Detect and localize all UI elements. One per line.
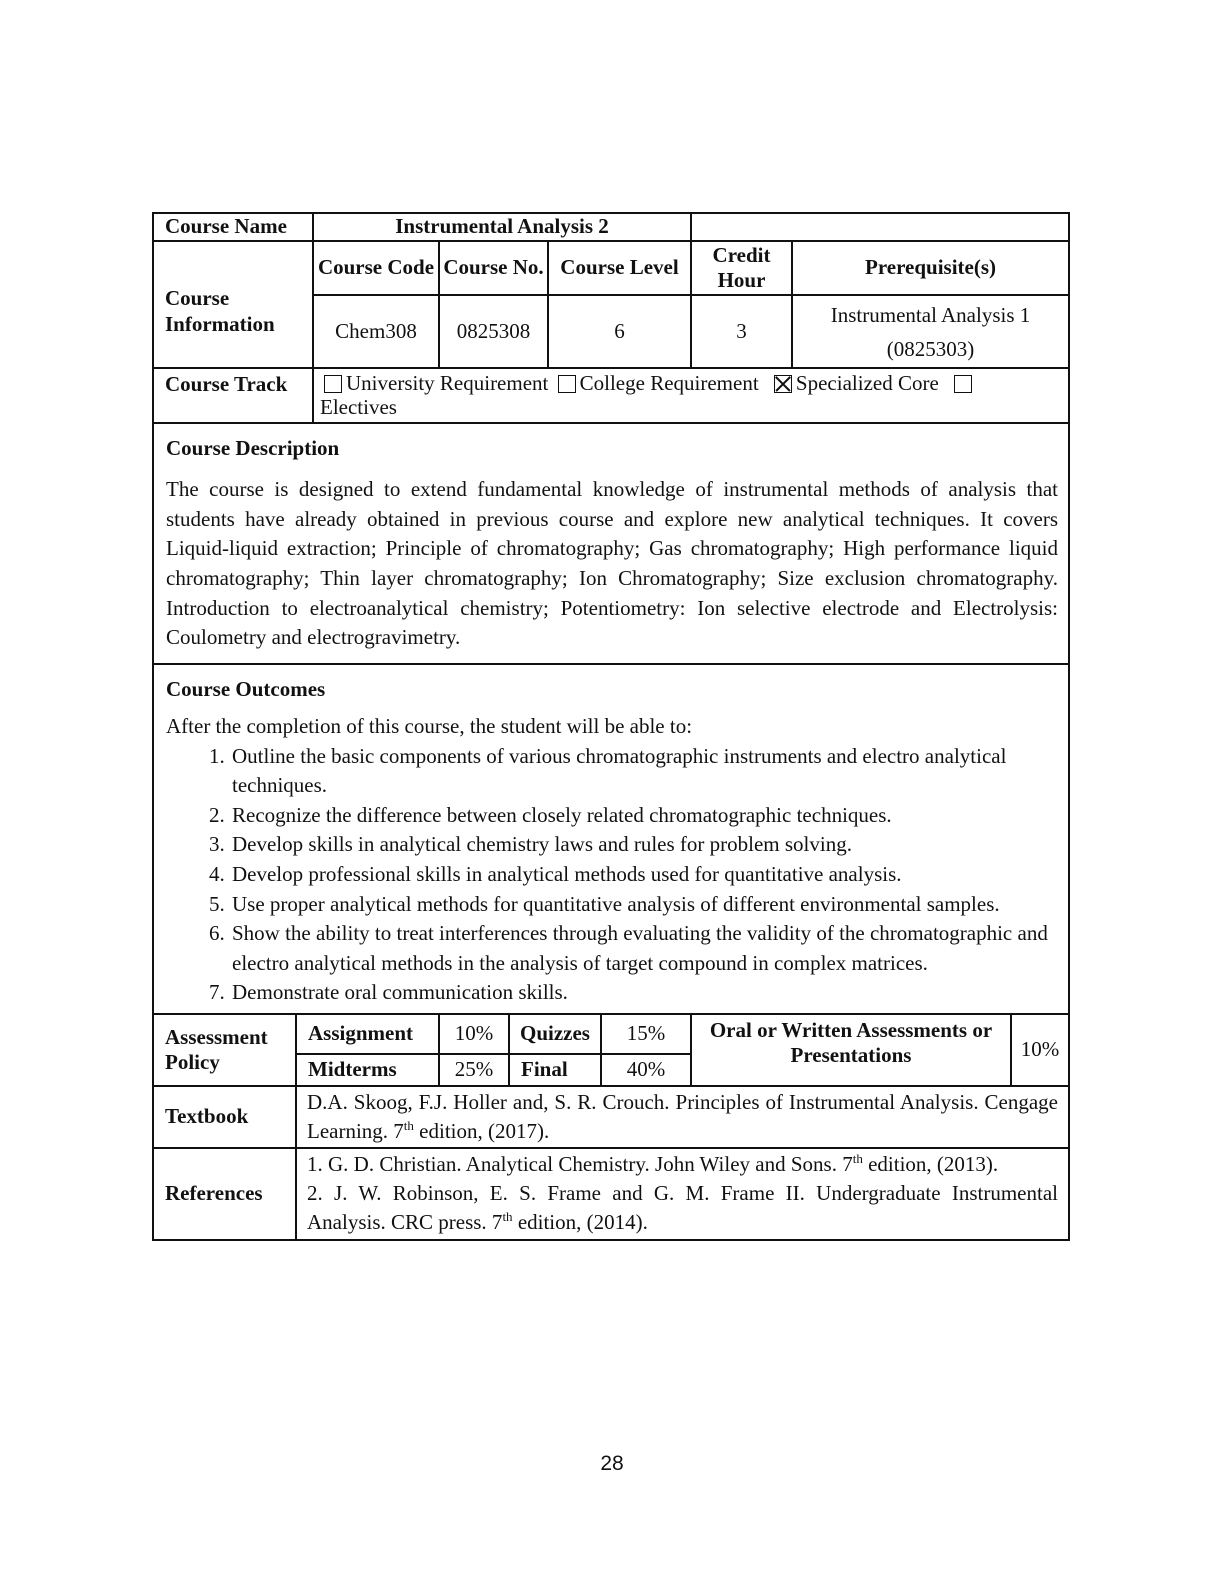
course-code-value: Chem308 bbox=[313, 295, 439, 368]
course-name-row bbox=[153, 213, 1069, 241]
course-description-heading: Course Description bbox=[166, 436, 340, 460]
course-track-label: Course Track bbox=[153, 368, 313, 423]
course-track-options bbox=[313, 368, 1069, 423]
reference-edition: edition, (2014). bbox=[512, 1210, 648, 1235]
course-specification-sheet bbox=[152, 212, 1068, 1241]
course-description-row bbox=[153, 423, 1069, 664]
reference-text: 1. G. D. Christian. Analytical Chemistry. John Wiley and Sons. 7 bbox=[307, 1152, 853, 1177]
references-list bbox=[296, 1148, 1069, 1240]
textbook-label: Textbook bbox=[153, 1086, 296, 1148]
prerequisites-header: Prerequisite(s) bbox=[792, 241, 1069, 295]
course-information-label bbox=[153, 241, 313, 368]
course-description-text: The course is designed to extend fundamental knowledge of instrumental methods of analysis that students have already obtained in previous course and explore new analytical techniques. It covers Liquid-liquid extraction; Principle of chromatography; Gas chromatography; High performance liquid chromatography; Thin layer chromatography; Ion Chromatography; Size exclusion chromatography. Introduction to electroanalytical chemistry; Potentiometry: Ion selective electrode and Electrolysis: Coulometry and electrogravimetry. bbox=[166, 477, 1059, 650]
quizzes-pct: 15% bbox=[601, 1014, 691, 1054]
final-pct: 40% bbox=[601, 1054, 691, 1086]
references-row bbox=[153, 1148, 1069, 1240]
textbook-superscript: th bbox=[403, 1117, 414, 1133]
university-requirement-label: University Requirement bbox=[346, 371, 549, 395]
course-no-value: 0825308 bbox=[439, 295, 548, 368]
assessment-table bbox=[152, 1013, 1070, 1241]
course-outcomes-row bbox=[153, 664, 1069, 1014]
course-name-label: Course Name bbox=[153, 213, 313, 241]
prerequisites-value bbox=[792, 295, 1069, 368]
course-outcomes-list bbox=[166, 742, 1058, 1008]
outcome-item: 6. Show the ability to treat interferences through evaluating the validity of the chromatographic and electro analytical methods in the analysis of target compound in complex matrices. bbox=[230, 919, 1058, 978]
assessment-policy-label: Assessment Policy bbox=[153, 1014, 296, 1086]
college-requirement-checkbox[interactable] bbox=[558, 375, 576, 393]
prerequisite-code: (0825303) bbox=[886, 336, 975, 361]
outcome-item: 3. Develop skills in analytical chemistry laws and rules for problem solving. bbox=[230, 830, 1058, 860]
course-track-row bbox=[153, 368, 1069, 423]
reference-item bbox=[307, 1150, 1058, 1179]
reference-superscript: th bbox=[502, 1209, 513, 1225]
course-info-table bbox=[152, 212, 1070, 1015]
textbook-row bbox=[153, 1086, 1069, 1148]
assignment-pct: 10% bbox=[439, 1014, 509, 1054]
references-label: References bbox=[153, 1148, 296, 1240]
oral-assessment-pct: 10% bbox=[1011, 1014, 1069, 1086]
course-name-empty-cell bbox=[691, 213, 1069, 241]
reference-text: 2. J. W. Robinson, E. S. Frame and G. M. Frame II. Undergraduate Instrumental Analysis. CRC press. 7 bbox=[307, 1181, 1058, 1235]
textbook-edition: edition, (2017). bbox=[413, 1118, 550, 1143]
final-label: Final bbox=[509, 1054, 601, 1086]
electives-checkbox[interactable] bbox=[954, 375, 972, 393]
electives-label: Electives bbox=[320, 395, 397, 419]
specialized-core-checkbox[interactable] bbox=[774, 375, 792, 393]
reference-item bbox=[307, 1179, 1058, 1237]
college-requirement-label: College Requirement bbox=[579, 371, 759, 395]
oral-assessment-label: Oral or Written Assessments or Presentations bbox=[691, 1014, 1011, 1086]
credit-hour-header: Credit Hour bbox=[691, 241, 792, 295]
course-description-cell bbox=[153, 423, 1069, 664]
specialized-core-label: Specialized Core bbox=[795, 371, 939, 395]
course-name-value: Instrumental Analysis 2 bbox=[313, 213, 691, 241]
course-level-value: 6 bbox=[548, 295, 691, 368]
university-requirement-checkbox[interactable] bbox=[324, 375, 342, 393]
midterms-label: Midterms bbox=[296, 1054, 439, 1086]
course-outcomes-heading: Course Outcomes bbox=[166, 676, 326, 701]
course-information-label-text: Course Information bbox=[165, 286, 275, 336]
page-number: 28 bbox=[600, 1452, 624, 1475]
outcome-item: 5. Use proper analytical methods for quantitative analysis of different environmental samples. bbox=[230, 890, 1058, 920]
course-level-header: Course Level bbox=[548, 241, 691, 295]
reference-superscript: th bbox=[852, 1151, 863, 1167]
quizzes-label: Quizzes bbox=[509, 1014, 601, 1054]
textbook-text: D.A. Skoog, F.J. Holler and, S. R. Crouch. Principles of Instrumental Analysis. Cengage Learning. 7 bbox=[307, 1089, 1058, 1143]
midterms-pct: 25% bbox=[439, 1054, 509, 1086]
outcome-item: 2. Recognize the difference between closely related chromatographic techniques. bbox=[230, 801, 1058, 831]
assessment-row-1 bbox=[153, 1014, 1069, 1054]
course-outcomes-intro: After the completion of this course, the student will be able to: bbox=[166, 713, 693, 738]
reference-edition: edition, (2013). bbox=[862, 1152, 999, 1177]
outcome-item: 1. Outline the basic components of various chromatographic instruments and electro analytical techniques. bbox=[230, 742, 1058, 801]
course-headers-row bbox=[153, 241, 1069, 295]
course-code-header: Course Code bbox=[313, 241, 439, 295]
textbook-citation bbox=[296, 1086, 1069, 1148]
credit-hour-value: 3 bbox=[691, 295, 792, 368]
course-no-header: Course No. bbox=[439, 241, 548, 295]
outcome-item: 7. Demonstrate oral communication skills. bbox=[230, 978, 1058, 1008]
course-outcomes-cell bbox=[153, 664, 1069, 1014]
prerequisite-name: Instrumental Analysis 1 bbox=[830, 302, 1031, 327]
assignment-label: Assignment bbox=[296, 1014, 439, 1054]
outcome-item: 4. Develop professional skills in analytical methods used for quantitative analysis. bbox=[230, 860, 1058, 890]
